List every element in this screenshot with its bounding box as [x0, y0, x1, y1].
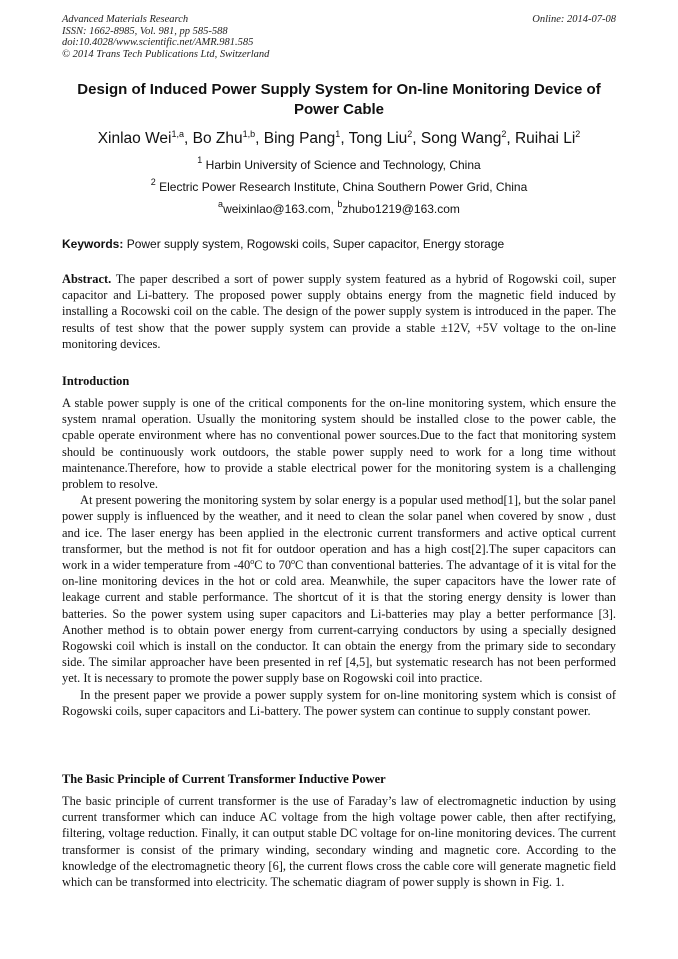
author-sup: 1	[335, 129, 341, 139]
degree-sup: o	[291, 557, 296, 567]
author-name: Xinlao Wei	[97, 130, 172, 147]
affiliation-text: Harbin University of Science and Technology, China	[205, 158, 481, 172]
paragraph	[62, 492, 616, 686]
paragraph-text: At present powering the monitoring system by solar energy is a popular used method[1], but the solar panel power supply is influenced by the weather, and it need to clean the solar panel when covered by snow , dust and ice. The laser energy has been applied in the electronic current transformers and active optical current transformer, but the method is not fit for outdoor operation and has a high cost[2].The super capacitors can work in a wider temperature from -40	[62, 493, 616, 573]
affiliation-1	[62, 157, 616, 173]
author-emails: $^a$weixinlao@163.com, $^b$zhubo1219@163.com	[218, 199, 460, 216]
author-sup: 1,a	[171, 129, 185, 139]
abstract-label: Abstract.	[62, 272, 112, 286]
author-name: Bing Pang	[263, 130, 336, 147]
copyright-line: © 2014 Trans Tech Publications Ltd, Switzerland	[62, 48, 270, 60]
author-sup: 2	[407, 129, 413, 139]
email-link[interactable]: weixinlao@163.com	[223, 202, 331, 216]
affiliation-sup: 1	[197, 155, 203, 165]
email-sup: b	[337, 199, 343, 209]
author-list: Xinlao Wei$^{1,a}$, Bo Zhu$^{1,b}$, Bing Pang$^1$, Tong Liu$^2$, Song Wang$^2$, Ruihai Li$^2$	[97, 129, 581, 147]
abstract	[62, 271, 616, 352]
section-heading-basic-principle: The Basic Principle of Current Transformer Inductive Power	[62, 772, 386, 786]
degree-sup: o	[250, 557, 255, 567]
journal-header	[62, 14, 269, 60]
introduction-body	[62, 395, 616, 719]
affiliation-sup: 2	[150, 177, 156, 187]
affiliation-2	[62, 179, 616, 195]
author-name: Song Wang	[420, 130, 502, 147]
keywords	[62, 236, 616, 252]
paper-title: Design of Induced Power Supply System for On-line Monitoring Device of Power Cable	[77, 81, 601, 118]
author-sup: 2	[501, 129, 507, 139]
keywords-text: Power supply system, Rogowski coils, Super capacitor, Energy storage	[126, 237, 505, 251]
issn-line: ISSN: 1662-8985, Vol. 981, pp 585-588	[62, 25, 228, 37]
keywords-label: Keywords:	[62, 237, 124, 251]
affiliation-text: Electric Power Research Institute, China Southern Power Grid, China	[159, 180, 528, 194]
author-name: Bo Zhu	[192, 130, 243, 147]
author-name: Ruihai Li	[514, 130, 576, 147]
email-sup: a	[218, 199, 224, 209]
author-sup: 2	[575, 129, 581, 139]
paragraph: In the present paper we provide a power supply system for on-line monitoring system which is consist of Rogowski coils, super capacitors and Li-battery. The power system can continue to supply constant power.	[62, 687, 616, 718]
author-name: Tong Liu	[348, 130, 408, 147]
paragraph: A stable power supply is one of the critical components for the on-line monitoring system, which ensure the system nramal operation. Usually the monitoring system should be installed close to the power cable, the cpable operate environment where has no conventional power sources.Due to the fact that monitoring system should be continuously work outdoors, the stable power supply need to work for a long time without maintenance.Therefore, how to provide a stable electrical power for the monitoring system is a challenging problem to resolve.	[62, 396, 616, 492]
journal-name: Advanced Materials Research	[62, 14, 189, 25]
author-sup: 1,b	[242, 129, 256, 139]
abstract-text: The paper described a sort of power supply system featured as a hybrid of Rogowski coil, super capacitor and Li-battery. The proposed power supply obtains energy from the magnetic field induced by installing a Rocowski coil on the cable. The design of the power supply system is introduced in the paper. The results of test show that the power supply system can provide a stable ±12V, +5V voltage to the on-line monitoring devices.	[62, 272, 617, 351]
paragraph-text: C than conventional batteries. The advantage of it is vital for the on-line monitoring devices in the hot or cold area. Meanwhile, the super capacitors have the lower rate of leakage current and stable performance. The shortcut of it is that the storing energy density is lower than batteries. So the power system using super capacitors and Li-batteries may play a better performance [3]. Another method is to obtain power energy from current-carrying conductors by using a specially designed Rogowski coil which is install on the conductor. It can obtain the energy from the primary side to secondary side. The similar approacher have been presented in ref [4,5], but systematic research has not been performed yet. It is necessary to promote the power supply base on Rogowski coil into practice.	[62, 558, 617, 686]
basic-principle-body	[62, 793, 616, 890]
paragraph-text: C to 70	[254, 558, 292, 573]
doi-line: doi:10.4028/www.scientific.net/AMR.981.585	[62, 37, 254, 49]
section-heading-introduction: Introduction	[62, 374, 130, 388]
email-link[interactable]: zhubo1219@163.com	[342, 202, 460, 216]
paragraph: The basic principle of current transformer is the use of Faraday’s law of electromagnetic induction by using current transformer which can induce AC voltage from the high voltage power cable, then after rectifying, filtering, voltage reduction. Finally, it can output stable DC voltage for on-line monitoring devices. The current transformer is consist of the primary winding, secondary winding and magnetic core. According to the knowledge of the electromagnetic theory [6], the current flows cross the cable core will generate magnetic field which can be transformed into electricity. The schematic diagram of power supply is shown in Fig. 1.	[62, 794, 616, 890]
online-date: Online: 2014-07-08	[532, 14, 616, 25]
